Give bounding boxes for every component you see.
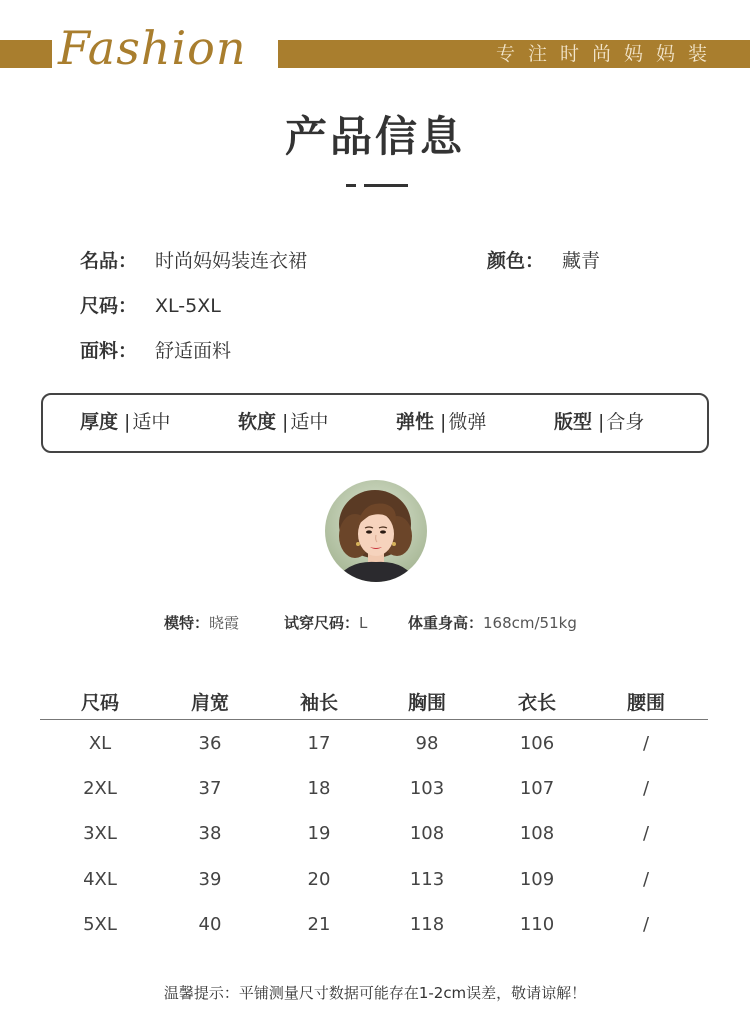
table-header-shoulder: 肩宽 — [190, 692, 229, 714]
model-name-value: 晓霞 — [209, 614, 240, 632]
table-cell: 108 — [409, 823, 445, 844]
info-name-label: 名品： — [80, 250, 138, 272]
table-divider — [40, 719, 708, 720]
attribute-fit: 版型 | 合身 — [554, 411, 645, 433]
table-cell: 5XL — [83, 914, 117, 935]
info-size-value: XL-5XL — [155, 295, 221, 317]
model-try-size — [284, 612, 367, 634]
attribute-thickness: 厚度 | 适中 — [80, 411, 171, 433]
table-cell: 110 — [519, 914, 555, 935]
title-divider-long — [364, 184, 408, 187]
table-cell: 118 — [409, 914, 445, 935]
attribute-value: 微弹 — [448, 411, 487, 433]
table-cell: 19 — [307, 823, 331, 844]
table-cell: / — [642, 733, 650, 754]
table-header-waist: 腰围 — [626, 692, 665, 714]
table-cell: / — [642, 914, 650, 935]
table-cell: 106 — [519, 733, 555, 754]
table-cell: 17 — [307, 733, 331, 754]
table-cell: 2XL — [83, 778, 117, 799]
table-cell: 4XL — [83, 869, 117, 890]
model-avatar — [325, 480, 427, 582]
model-name-label: 模特： — [164, 614, 210, 632]
table-cell: 20 — [307, 869, 331, 890]
table-header-size: 尺码 — [80, 692, 119, 714]
banner-bar-left — [0, 40, 52, 68]
model-body — [408, 612, 577, 634]
table-cell: 98 — [415, 733, 439, 754]
attribute-label: 软度 — [238, 411, 277, 433]
banner-slogan: 专注时尚妈妈装 — [495, 43, 720, 65]
page-title: 产品信息 — [284, 112, 465, 161]
table-cell: 113 — [409, 869, 445, 890]
model-try-label: 试穿尺码： — [284, 614, 360, 632]
measurement-note: 温馨提示：平铺测量尺寸数据可能存在1-2cm误差，敬请谅解！ — [163, 984, 587, 1002]
table-cell: 37 — [198, 778, 222, 799]
table-cell: 107 — [519, 778, 555, 799]
table-header-sleeve: 袖长 — [299, 692, 338, 714]
attribute-value: 适中 — [132, 411, 171, 433]
table-cell: 103 — [409, 778, 445, 799]
info-name-value: 时尚妈妈装连衣裙 — [155, 250, 308, 272]
table-cell: / — [642, 869, 650, 890]
info-size-row — [80, 293, 221, 319]
table-header-chest: 胸围 — [407, 692, 446, 714]
attribute-label: 弹性 — [396, 411, 435, 433]
info-color-value: 藏青 — [562, 250, 601, 272]
attribute-label: 厚度 — [80, 411, 119, 433]
brand-logo: Fashion — [58, 21, 247, 75]
model-name — [164, 612, 239, 634]
info-name-row — [80, 248, 307, 274]
table-cell: 108 — [519, 823, 555, 844]
info-size-label: 尺码： — [80, 295, 138, 317]
table-cell: 39 — [198, 869, 222, 890]
table-cell: 40 — [198, 914, 222, 935]
attribute-value: 合身 — [606, 411, 645, 433]
model-try-value: L — [359, 614, 368, 632]
table-cell: 109 — [519, 869, 555, 890]
info-fabric-label: 面料： — [80, 340, 138, 362]
table-cell: 38 — [198, 823, 222, 844]
table-cell: 18 — [307, 778, 331, 799]
model-body-label: 体重身高： — [408, 614, 484, 632]
attribute-label: 版型 — [554, 411, 593, 433]
attribute-value: 适中 — [290, 411, 329, 433]
model-portrait-image — [325, 480, 427, 582]
info-color-label: 颜色： — [487, 250, 545, 272]
attribute-elasticity: 弹性 | 微弹 — [396, 411, 487, 433]
table-cell: / — [642, 823, 650, 844]
info-color-row — [487, 248, 600, 274]
title-divider-short — [346, 184, 356, 187]
table-cell: 36 — [198, 733, 222, 754]
table-cell: XL — [88, 733, 112, 754]
table-cell: 21 — [307, 914, 331, 935]
model-body-value: 168cm/51kg — [483, 614, 577, 632]
table-header-length: 衣长 — [517, 692, 556, 714]
table-cell: 3XL — [83, 823, 117, 844]
table-cell: / — [642, 778, 650, 799]
attribute-softness: 软度 | 适中 — [238, 411, 329, 433]
info-fabric-row — [80, 338, 231, 364]
info-fabric-value: 舒适面料 — [155, 340, 232, 362]
